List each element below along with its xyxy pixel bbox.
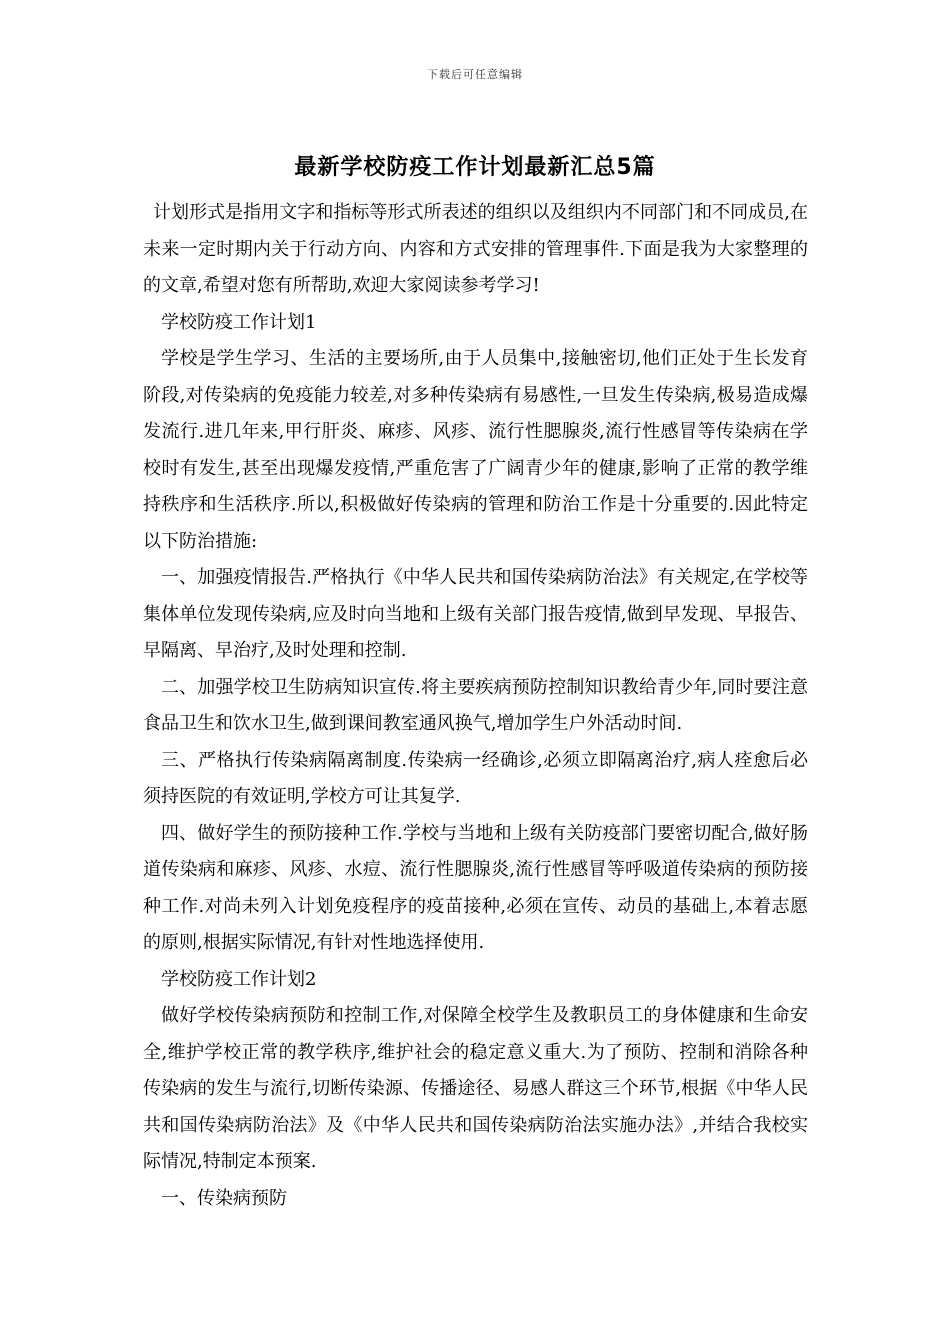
- measure-paragraph-1: 一、加强疫情报告.严格执行《中华人民共和国传染病防治法》有关规定,在学校等集体单位发现传染病,应及时向当地和上级有关部门报告疫情,做到早发现、早报告、早隔离、早治疗,及时处理和控制.: [143, 567, 808, 661]
- intro-paragraph: 计划形式是指用文字和指标等形式所表述的组织以及组织内不同部门和不同成员,在未来一定时期内关于行动方向、内容和方式安排的管理事件.下面是我为大家整理的的文章,希望对您有所帮助,欢迎大家阅读参考学习!: [143, 202, 808, 296]
- body-paragraph: 学校是学生学习、生活的主要场所,由于人员集中,接触密切,他们正处于生长发育阶段,对传染病的免疫能力较差,对多种传染病有易感性,一旦发生传染病,极易造成爆发流行.进几年来,甲行肝炎、麻疹、风疹、流行性腮腺炎,流行性感冒等传染病在学校时有发生,甚至出现爆发疫情,严重危害了广阔青少年的健康,影响了正常的教学维持秩序和生活秩序.所以,积极做好传染病的管理和防治工作是十分重要的.因此特定以下防治措施:: [143, 348, 808, 552]
- section-heading-plan-2: 学校防疫工作计划2: [161, 968, 317, 990]
- measure-paragraph-3: 三、严格执行传染病隔离制度.传染病一经确诊,必须立即隔离治疗,病人痊愈后必须持医院的有效证明,学校方可让其复学.: [143, 749, 808, 807]
- measure-paragraph-4: 四、做好学生的预防接种工作.学校与当地和上级有关防疫部门要密切配合,做好肠道传染病和麻疹、风疹、水痘、流行性腮腺炎,流行性感冒等呼吸道传染病的预防接种工作.对尚未列入计划免疫程序的疫苗接种,必须在宣传、动员的基础上,本着志愿的原则,根据实际情况,有针对性地选择使用.: [143, 822, 808, 953]
- header-note: 下载后可任意编辑: [427, 68, 523, 81]
- document-body: [143, 195, 808, 1217]
- section-heading-plan-1: 学校防疫工作计划1: [161, 311, 317, 333]
- body-paragraph: 做好学校传染病预防和控制工作,对保障全校学生及教职员工的身体健康和生命安全,维护学校正常的教学秩序,维护社会的稳定意义重大.为了预防、控制和消除各种传染病的发生与流行,切断传染源、传播途径、易感人群这三个环节,根据《中华人民共和国传染病防治法》及《中华人民共和国传染病防治法实施办法》,并结合我校实际情况,特制定本预案.: [143, 1005, 808, 1172]
- document-title: 最新学校防疫工作计划最新汇总5篇: [294, 155, 656, 180]
- subsection-heading: 一、传染病预防: [161, 1187, 287, 1209]
- measure-paragraph-2: 二、加强学校卫生防病知识宣传.将主要疾病预防控制知识教给青少年,同时要注意食品卫生和饮水卫生,做到课间教室通风换气,增加学生户外活动时间.: [143, 676, 808, 734]
